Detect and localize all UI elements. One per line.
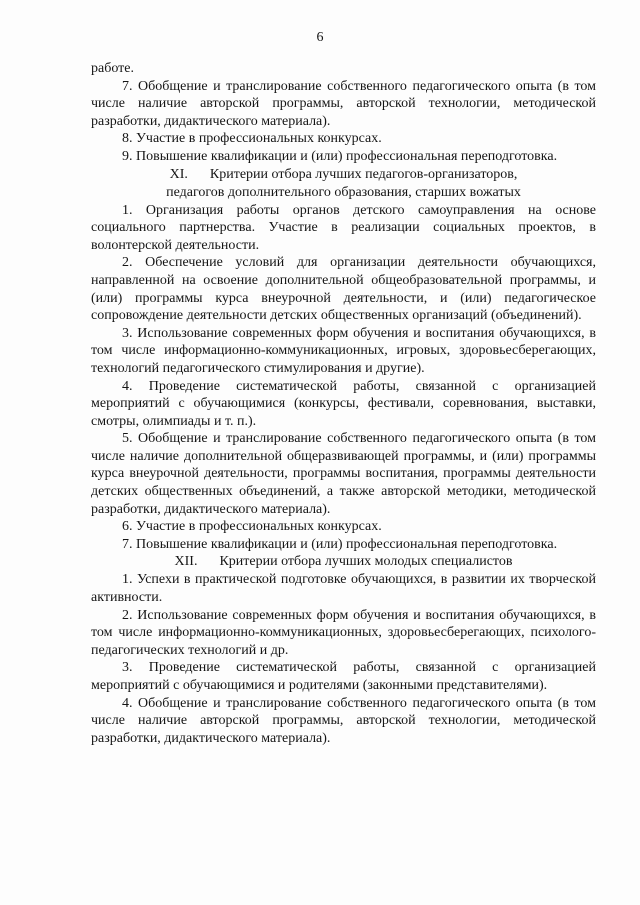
list-item: 4. Обобщение и транслирование собственного педагогического опыта (в том числе наличие авторской программы, авторской технологии, методической разработки, дидактического материала).	[91, 695, 596, 746]
continuation-text: работе.	[91, 61, 134, 76]
list-item: 4. Проведение систематической работы, связанной с организацией мероприятий с обучающимися (конкурсы, фестивали, соревнования, выставки, смотры, олимпиады и т. п.).	[91, 378, 596, 429]
document-body	[91, 60, 596, 747]
section-xi-number: XI.	[169, 166, 188, 182]
list-item: 7. Обобщение и транслирование собственного педагогического опыта (в том числе наличие авторской программы, авторской технологии, методической разработки, дидактического материала).	[91, 78, 596, 129]
list-item: 3. Проведение систематической работы, связанной с организацией мероприятий с обучающимися и родителями (законными представителями).	[91, 660, 596, 693]
section-xi-title-line1: Критерии отбора лучших педагогов-организаторов,	[209, 166, 518, 182]
list-item: 5. Обобщение и транслирование собственного педагогического опыта (в том числе наличие дополнительной общеразвивающей программы, и (или) программы курса внеурочной деятельности, программы воспитания, программы деятельности детских общественных объединений, а также авторской методики, методической разработки, дидактического материала).	[91, 431, 596, 517]
section-xi-title-line2: педагогов дополнительного образования, старших вожатых	[166, 184, 521, 200]
list-item: 9. Повышение квалификации и (или) профессиональная переподготовка.	[122, 148, 558, 164]
list-item: 8. Участие в профессиональных конкурсах.	[122, 131, 382, 147]
section-xii-number: XII.	[174, 554, 198, 570]
list-item: 7. Повышение квалификации и (или) профессиональная переподготовка.	[122, 536, 558, 552]
list-item: 2. Обеспечение условий для организации деятельности обучающихся, направленной на освоение дополнительной общеобразовательной программы, и (или) программы курса внеурочной деятельности, и (или) педагогическое сопровождение деятельности детских общественных организаций (объединений).	[91, 255, 596, 324]
list-item: 6. Участие в профессиональных конкурсах.	[122, 519, 382, 535]
section-xii-title: Критерии отбора лучших молодых специалистов	[219, 554, 513, 570]
list-item: 2. Использование современных форм обучения и воспитания обучающихся, в том числе информационно-коммуникационных, здоровьесберегающих, психолого-педагогических технологий и др.	[91, 607, 596, 658]
list-item: 1. Организация работы органов детского самоуправления на основе социального партнерства. Участие в реализации социальных проектов, в волонтерской деятельности.	[91, 202, 596, 253]
section-xi-heading	[91, 166, 596, 202]
page-number: 6	[316, 30, 324, 45]
section-xii-heading	[91, 553, 596, 571]
list-item: 1. Успехи в практической подготовке обучающихся, в развитии их творческой активности.	[91, 572, 596, 606]
list-item: 3. Использование современных форм обучения и воспитания обучающихся, в том числе информационно-коммуникационных, игровых, здоровьесберегающих, технологий педагогического стимулирования и другие).	[91, 325, 596, 376]
